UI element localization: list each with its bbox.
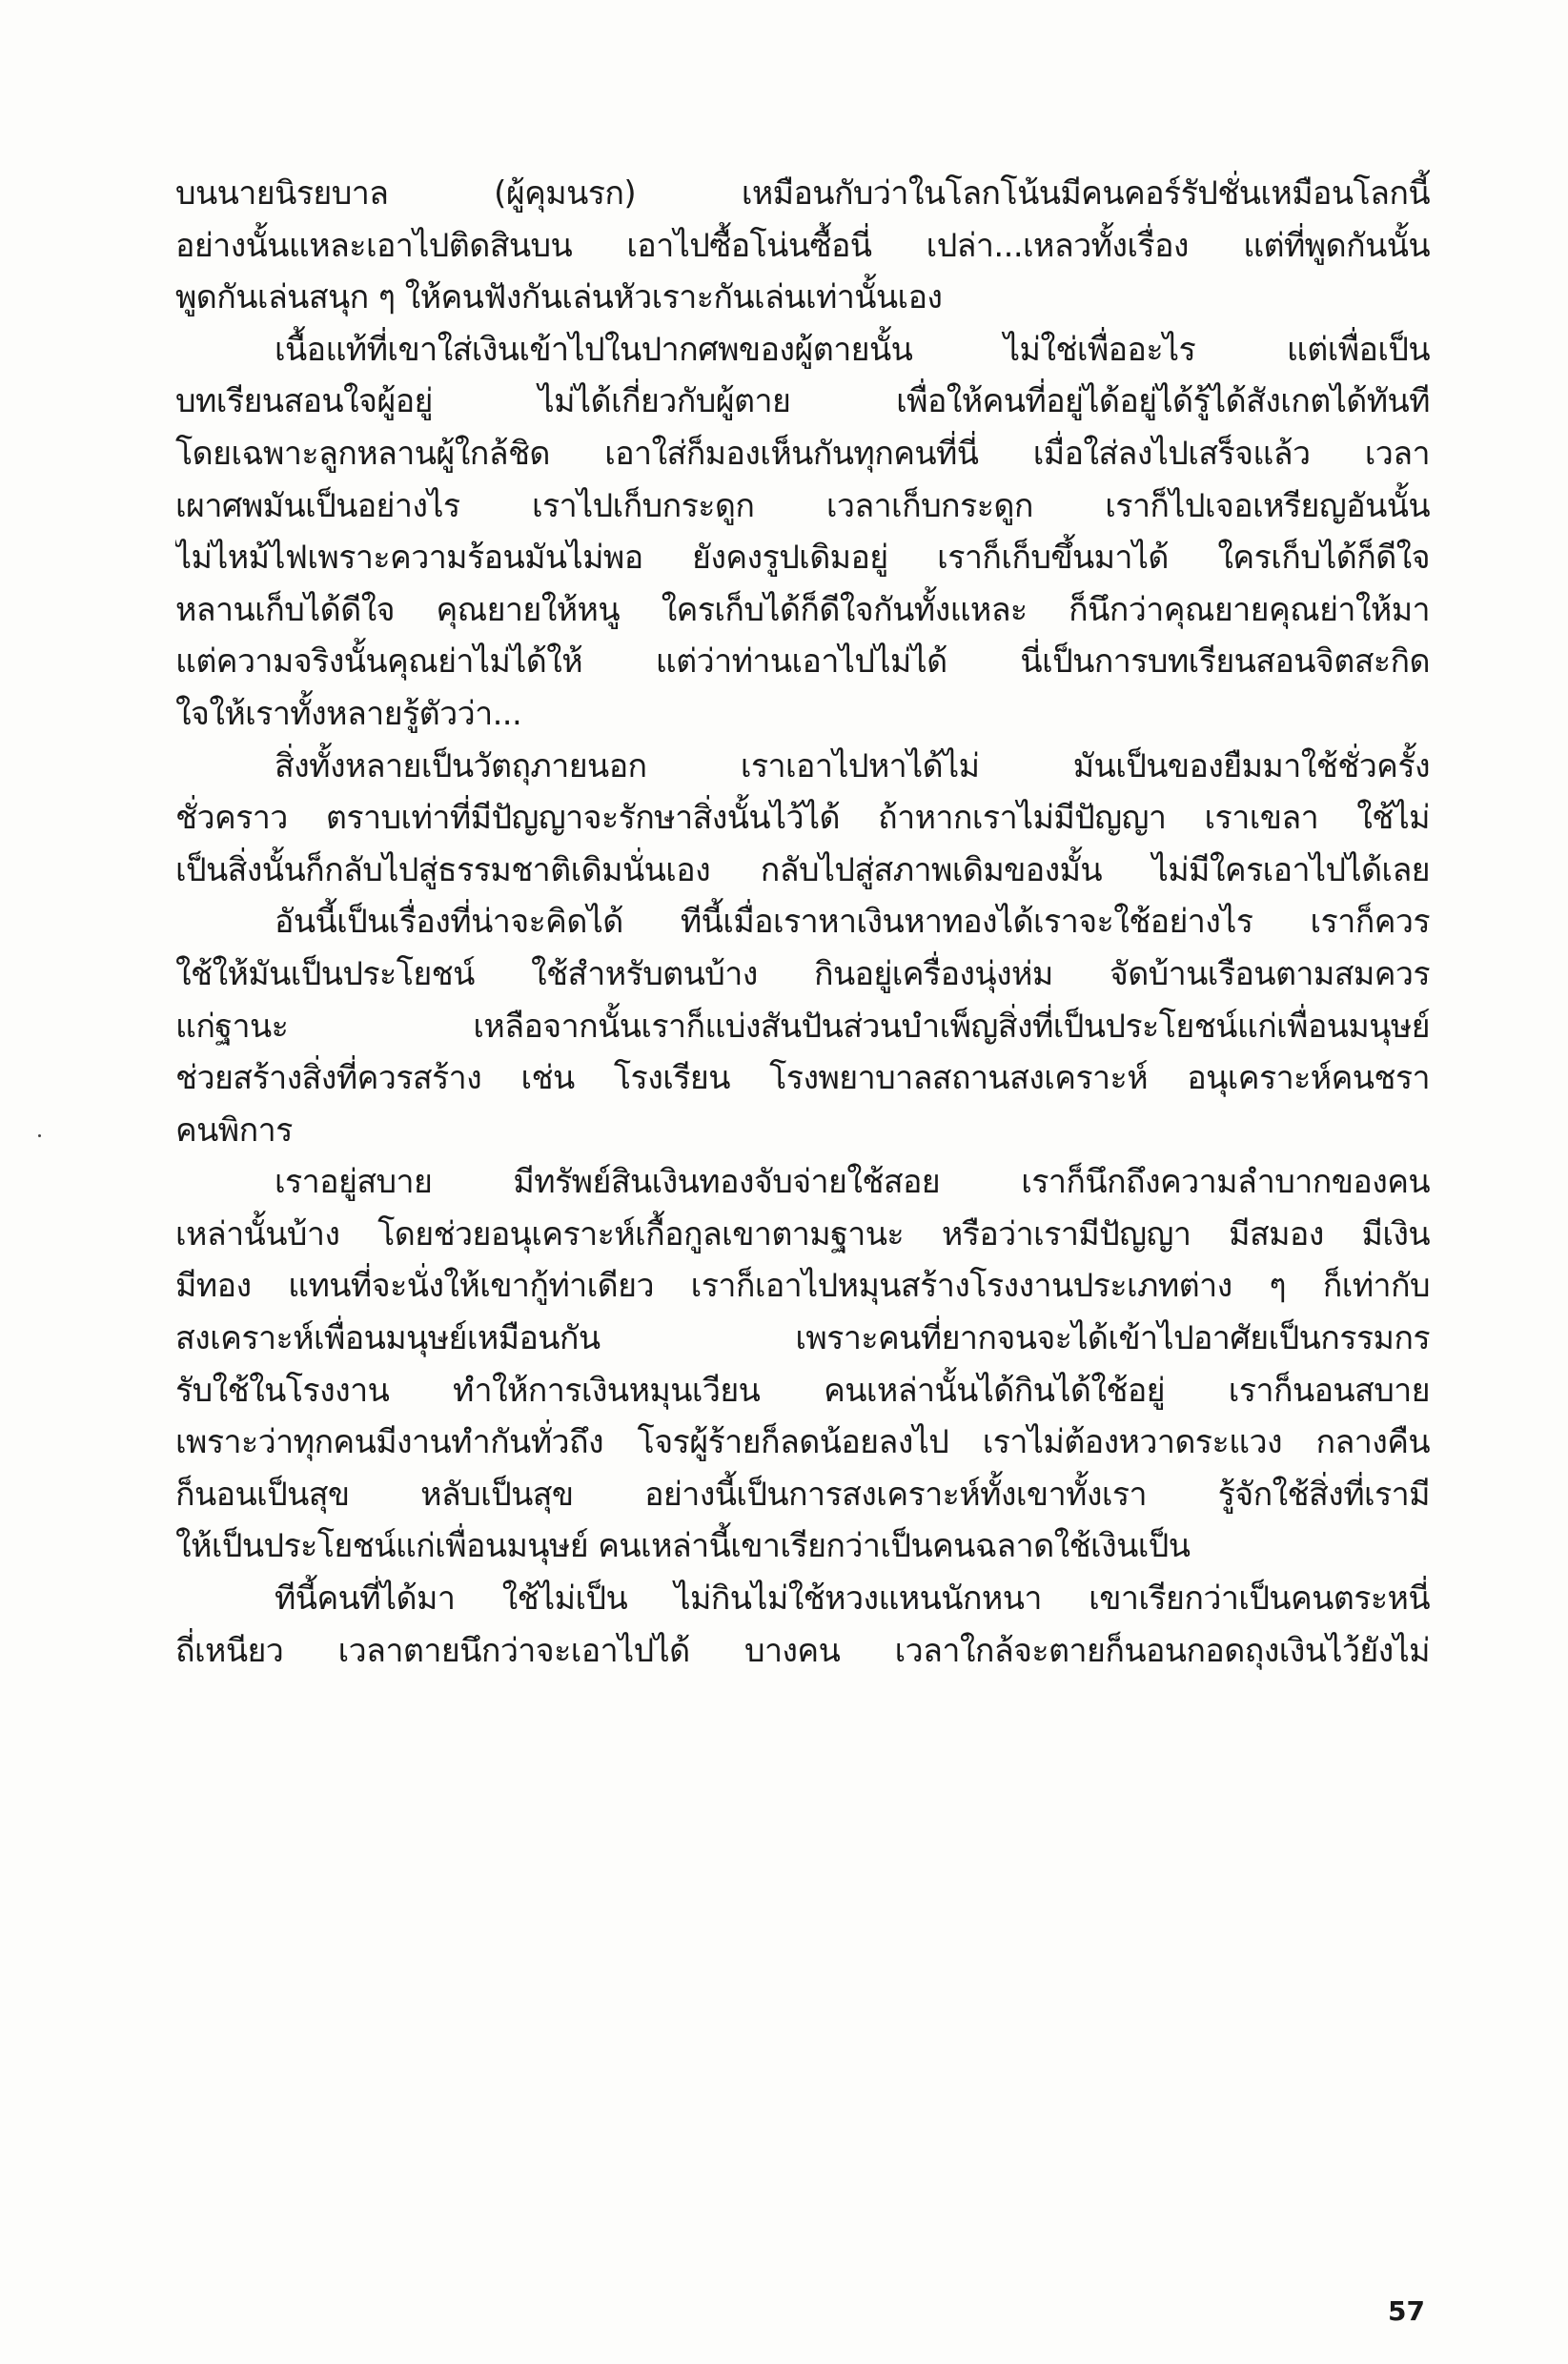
scan-speck [38, 1134, 41, 1137]
text-line: ก็นอนเป็นสุข หลับเป็นสุข อย่างนี้เป็นการสงเคราะห์ทั้งเขาทั้งเรา รู้จักใช้สิ่งที่เรามี [175, 1475, 1430, 1514]
text-line: พูดกันเล่นสนุก ๆ ให้คนฟังกันเล่นหัวเราะกันเล่นเท่านั้นเอง [175, 278, 943, 317]
text-line: ทีนี้คนที่ได้มา ใช้ไม่เป็น ไม่กินไม่ใช้หวงแหนนักหนา เขาเรียกว่าเป็นคนตระหนี่ [275, 1579, 1430, 1619]
text-line: สิ่งทั้งหลายเป็นวัตถุภายนอก เราเอาไปหาได้ไม่ มันเป็นของยืมมาใช้ชั่วครั้ง [275, 746, 1430, 785]
text-line: เราอยู่สบาย มีทรัพย์สินเงินทองจับจ่ายใช้สอย เราก็นึกถึงความลำบากของคน [275, 1163, 1430, 1202]
text-line: อันนี้เป็นเรื่องที่น่าจะคิดได้ ทีนี้เมื่อเราหาเงินหาทองได้เราจะใช้อย่างไร เราก็ควร [275, 903, 1430, 942]
text-line: เหล่านั้นบ้าง โดยช่วยอนุเคราะห์เกื้อกูลเขาตามฐานะ หรือว่าเรามีปัญญา มีสมอง มีเงิน [175, 1214, 1430, 1253]
text-line: โดยเฉพาะลูกหลานผู้ใกล้ชิด เอาใส่ก็มองเห็นกันทุกคนที่นี่ เมื่อใส่ลงไปเสร็จแล้ว เวลา [175, 434, 1430, 473]
text-line: เป็นสิ่งนั้นก็กลับไปสู่ธรรมชาติเดิมนั่นเอง กลับไปสู่สภาพเดิมของมั้น ไม่มีใครเอาไปได้เลย [175, 850, 1430, 889]
page-number: 57 [1388, 2295, 1425, 2327]
text-line: เผาศพมันเป็นอย่างไร เราไปเก็บกระดูก เวลาเก็บกระดูก เราก็ไปเจอเหรียญอันนั้น [175, 486, 1430, 525]
text-line: ใช้ให้มันเป็นประโยชน์ ใช้สำหรับตนบ้าง กินอยู่เครื่องนุ่งห่ม จัดบ้านเรือนตามสมควร [175, 954, 1430, 993]
text-line: แก่ฐานะ เหลือจากนั้นเราก็แบ่งสันปันส่วนบำเพ็ญสิ่งที่เป็นประโยชน์แก่เพื่อนมนุษย์ [175, 1007, 1430, 1046]
body-text [175, 168, 1430, 1677]
text-line: ชั่วคราว ตราบเท่าที่มีปัญญาจะรักษาสิ่งนั้นไว้ได้ ถ้าหากเราไม่มีปัญญา เราเขลา ใช้ไม่ [175, 799, 1430, 838]
text-line: ช่วยสร้างสิ่งที่ควรสร้าง เช่น โรงเรียน โรงพยาบาลสถานสงเคราะห์ อนุเคราะห์คนชรา [175, 1059, 1430, 1098]
text-line: เพราะว่าทุกคนมีงานทำกันทั่วถึง โจรผู้ร้ายก็ลดน้อยลงไป เราไม่ต้องหวาดระแวง กลางคืน [175, 1423, 1430, 1462]
text-line: สงเคราะห์เพื่อนมนุษย์เหมือนกัน เพราะคนที่ยากจนจะได้เข้าไปอาศัยเป็นกรรมกร [175, 1319, 1430, 1358]
text-line: รับใช้ในโรงงาน ทำให้การเงินหมุนเวียน คนเหล่านั้นได้กินได้ใช้อยู่ เราก็นอนสบาย [175, 1371, 1430, 1410]
text-line: ให้เป็นประโยชน์แก่เพื่อนมนุษย์ คนเหล่านี้เขาเรียกว่าเป็นคนฉลาดใช้เงินเป็น [175, 1527, 1191, 1566]
text-line: ไม่ไหม้ไฟเพราะความร้อนมันไม่พอ ยังคงรูปเดิมอยู่ เราก็เก็บขึ้นมาได้ ใครเก็บได้ก็ดีใจ [175, 539, 1430, 578]
text-line: บนนายนิรยบาล (ผู้คุมนรก) เหมือนกับว่าในโลกโน้นมีคนคอร์รัปชั่นเหมือนโลกนี้ [175, 174, 1430, 213]
text-line: บทเรียนสอนใจผู้อยู่ ไม่ได้เกี่ยวกับผู้ตาย เพื่อให้คนที่อยู่ได้อยู่ได้รู้ได้สังเกตได้ทันที [175, 382, 1430, 421]
text-line: แต่ความจริงนั้นคุณย่าไม่ได้ให้ แต่ว่าท่านเอาไปไม่ได้ นี่เป็นการบทเรียนสอนจิตสะกิด [175, 642, 1430, 682]
text-line: ใจให้เราทั้งหลายรู้ตัวว่า... [175, 694, 522, 733]
text-line: เนื้อแท้ที่เขาใส่เงินเข้าไปในปากศพของผู้ตายนั้น ไม่ใช่เพื่ออะไร แต่เพื่อเป็น [275, 330, 1430, 369]
text-line: หลานเก็บได้ดีใจ คุณยายให้หนู ใครเก็บได้ก็ดีใจกันทั้งแหละ ก็นึกว่าคุณยายคุณย่าให้มา [175, 590, 1430, 629]
text-line: มีทอง แทนที่จะนั่งให้เขากู้ท่าเดียว เราก็เอาไปหมุนสร้างโรงงานประเภทต่าง ๆ ก็เท่ากับ [175, 1267, 1430, 1306]
text-line: ถี่เหนียว เวลาตายนึกว่าจะเอาไปได้ บางคน เวลาใกล้จะตายก็นอนกอดถุงเงินไว้ยังไม่ [175, 1631, 1430, 1670]
text-line: อย่างนั้นแหละเอาไปติดสินบน เอาไปซื้อโน่นซื้อนี่ เปล่า...เหลวทั้งเรื่อง แต่ที่พูดกันนั้น [175, 226, 1430, 265]
text-line: คนพิการ [175, 1111, 293, 1150]
